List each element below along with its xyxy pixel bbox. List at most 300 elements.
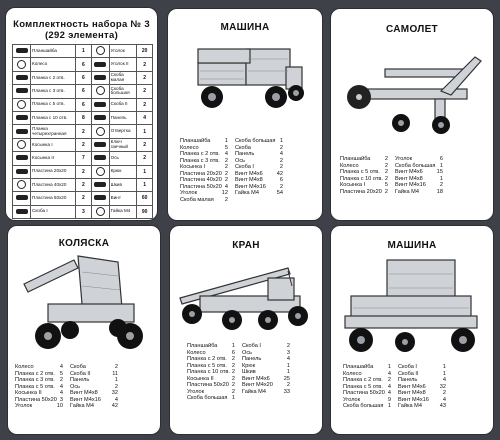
part-qty: 2	[384, 156, 388, 162]
part-qty: 2	[76, 165, 92, 178]
part-qty: 32	[111, 390, 118, 396]
part-qty: 6	[76, 98, 92, 111]
part-qty: 6	[279, 177, 283, 183]
part-qty: 2	[231, 375, 235, 382]
part-name: Винт	[109, 192, 137, 205]
part-qty: 6	[439, 156, 443, 162]
part-qty: 1	[442, 364, 446, 370]
part-qty: 11	[112, 370, 118, 377]
part-qty: 2	[279, 164, 283, 170]
part-icon-cell	[91, 205, 109, 218]
parts-column	[395, 156, 448, 195]
part-name: Панель	[70, 377, 90, 383]
part-name: Планка с 5 отв.	[340, 169, 380, 175]
part-qty: 2	[384, 188, 388, 195]
part-icon-cell	[13, 138, 31, 151]
parts-column	[180, 138, 233, 203]
part-qty: 2	[231, 382, 235, 388]
part-qty: 2	[76, 192, 92, 205]
part-qty: 43	[439, 403, 446, 409]
part-name: Планка с 2 отв.	[187, 356, 227, 362]
part-name: Винт М4x8	[395, 175, 423, 182]
part-qty: 1	[442, 370, 446, 377]
model-title: МАШИНА	[220, 22, 270, 33]
part-name: Скоба II	[398, 370, 419, 377]
set-title	[6, 19, 157, 41]
part-name: Скоба	[70, 364, 86, 370]
part-icon	[16, 88, 28, 93]
part-qty: 8	[76, 111, 92, 124]
part-qty: 3	[59, 396, 63, 403]
part-icon	[96, 167, 105, 176]
part-name: Винт М4x6	[395, 169, 423, 175]
part-icon-cell	[91, 71, 109, 84]
part-name: Пластина 40x20	[31, 178, 76, 191]
part-qty: 6	[231, 349, 235, 356]
part-name: Уголок	[109, 45, 137, 58]
part-name: Скоба большая	[187, 395, 228, 401]
part-name: Скоба II	[70, 370, 91, 377]
part-qty: 1	[439, 162, 443, 169]
part-qty: 2	[137, 152, 153, 165]
set-title-line2: (292 элемента)	[44, 30, 119, 41]
part-name: Скоба большая	[395, 162, 436, 169]
part-qty: 6	[76, 71, 92, 84]
parts-list	[180, 138, 288, 203]
part-name: Гайка М4	[242, 388, 266, 395]
part-icon-cell	[13, 165, 31, 178]
part-qty: 1	[114, 377, 118, 383]
part-name: Планшайба	[343, 364, 374, 370]
parts-table-row	[13, 58, 153, 71]
part-name: Скоба I	[242, 343, 261, 349]
part-icon-cell	[13, 111, 31, 124]
part-qty: 1	[231, 343, 235, 349]
part-name: Планка с 5 отв.	[31, 98, 76, 111]
crane-model-image	[170, 226, 322, 342]
parts-table-row	[13, 71, 153, 84]
part-name: Панель	[398, 377, 418, 383]
part-qty: 2	[137, 85, 153, 98]
part-name: Планка с 5 отв.	[343, 383, 383, 390]
parts-column	[343, 364, 396, 410]
part-qty: 4	[114, 396, 118, 403]
parts-table-row	[13, 205, 153, 218]
part-icon-cell	[91, 178, 109, 191]
part-icon	[94, 182, 106, 187]
model-title: МАШИНА	[387, 240, 437, 251]
parts-table-row	[13, 45, 153, 58]
stroller-model-image	[8, 226, 160, 362]
parts-table-row	[13, 85, 153, 98]
part-qty: 1	[231, 395, 235, 401]
part-name: Панель	[242, 356, 262, 362]
part-name: Косынка I	[340, 182, 366, 188]
part-qty: 2	[224, 196, 228, 203]
part-qty: 15	[436, 169, 443, 175]
part-qty: 2	[224, 170, 228, 177]
part-qty: 2	[114, 383, 118, 390]
part-qty: 1	[137, 125, 153, 138]
part-name: Скоба малая	[180, 196, 214, 203]
part-name: Гайка М4	[109, 205, 137, 218]
parts-list	[340, 156, 448, 195]
part-qty: 3	[286, 349, 290, 356]
part-qty: 3	[76, 205, 92, 218]
part-icon	[96, 207, 105, 216]
parts-column	[235, 138, 288, 203]
part-icon	[16, 195, 28, 200]
part-qty: 2	[286, 343, 290, 349]
part-name: Ось	[70, 383, 81, 390]
part-qty: 4	[59, 364, 63, 370]
part-name: Уголок	[187, 388, 205, 395]
part-qty: 2	[137, 71, 153, 84]
part-qty: 4	[224, 151, 228, 157]
part-icon	[96, 86, 105, 95]
part-icon-cell	[91, 98, 109, 111]
part-qty: 60	[137, 192, 153, 205]
part-name: Планка с 10 отв.	[31, 111, 76, 124]
part-qty: 4	[442, 396, 446, 403]
part-name: Ось	[109, 152, 137, 165]
part-name: Уголок	[395, 156, 413, 162]
part-icon-cell	[91, 45, 109, 58]
part-name: Скоба II	[109, 98, 137, 111]
part-qty: 2	[59, 377, 63, 383]
part-icon	[17, 60, 26, 69]
part-name: Ключ гаечный	[109, 138, 137, 151]
part-name: Панель	[109, 111, 137, 124]
parts-list	[343, 364, 451, 410]
part-qty: 4	[59, 390, 63, 396]
part-qty: 2	[224, 157, 228, 164]
part-name: Планка с 10 отв.	[340, 175, 383, 182]
truck-model-image	[331, 226, 493, 362]
part-name: Уголок	[15, 403, 33, 409]
part-qty: 4	[286, 356, 290, 362]
part-qty: 4	[387, 390, 391, 396]
part-qty: 5	[59, 370, 63, 377]
part-qty: 5	[384, 182, 388, 188]
part-qty: 1	[439, 175, 443, 182]
part-qty: 2	[279, 183, 283, 190]
part-name: Винт М4x16	[235, 183, 266, 190]
part-qty: 2	[76, 138, 92, 151]
part-qty: 2	[231, 362, 235, 369]
parts-list-item	[343, 403, 396, 410]
part-name: Пластина 50x20	[187, 382, 229, 388]
part-icon-cell	[13, 152, 31, 165]
part-qty: 4	[387, 370, 391, 377]
part-name: Винт М4x8	[235, 177, 263, 183]
part-qty: 2	[231, 356, 235, 362]
part-qty: 5	[224, 144, 228, 151]
part-name: Винт М4x8	[398, 390, 426, 396]
part-qty: 2	[384, 175, 388, 182]
parts-list-item	[398, 403, 451, 410]
parts-list-item	[70, 403, 123, 410]
part-icon-cell	[13, 125, 31, 138]
part-qty: 1	[224, 138, 228, 144]
parts-column	[340, 156, 393, 195]
part-name: Планка с 3 отв.	[15, 377, 55, 383]
part-icon	[96, 127, 105, 136]
part-qty: 2	[384, 169, 388, 175]
part-qty: 1	[279, 138, 283, 144]
part-name: Ось	[235, 157, 246, 164]
part-qty: 1	[76, 45, 92, 58]
part-name: Косынка II	[187, 375, 214, 382]
part-name: Планшайба	[340, 156, 371, 162]
part-name: Винт М4x8	[70, 390, 98, 396]
parts-list-item	[187, 395, 240, 402]
part-qty: 1	[286, 362, 290, 369]
part-qty: 2	[114, 364, 118, 370]
parts-list	[187, 343, 295, 402]
part-qty: 12	[221, 190, 228, 196]
part-name: Панель	[235, 151, 255, 157]
part-icon	[17, 140, 26, 149]
part-qty: 2	[286, 382, 290, 388]
parts-column	[187, 343, 240, 402]
parts-list-item	[235, 190, 288, 197]
part-qty: 2	[137, 98, 153, 111]
part-name: Планшайба	[187, 343, 218, 349]
part-qty: 4	[59, 383, 63, 390]
part-name: Уголок II	[109, 58, 137, 71]
part-icon	[16, 75, 28, 80]
parts-list-item	[15, 403, 68, 410]
part-name: Колесо	[15, 364, 34, 370]
part-qty: 1	[387, 364, 391, 370]
part-icon-cell	[13, 98, 31, 111]
part-qty: 2	[442, 390, 446, 396]
part-name: Винт М4x16	[70, 396, 101, 403]
part-qty: 10	[56, 403, 63, 409]
parts-table-row	[13, 138, 153, 151]
parts-list-item	[180, 197, 233, 204]
set-contents-card	[6, 8, 157, 220]
parts-table-row	[13, 152, 153, 165]
part-icon-cell	[13, 58, 31, 71]
part-qty: 4	[387, 383, 391, 390]
part-name: Косынка II	[15, 390, 42, 396]
part-name: Косынка I	[31, 138, 76, 151]
part-name: Крюк	[109, 165, 137, 178]
part-icon-cell	[13, 71, 31, 84]
parts-table-row	[13, 165, 153, 178]
part-icon	[17, 100, 26, 109]
part-icon	[16, 155, 28, 160]
part-name: Планка четырехгранная	[31, 125, 76, 138]
parts-column	[70, 364, 123, 410]
part-qty: 2	[279, 157, 283, 164]
part-qty: 2	[137, 138, 153, 151]
part-name: Косынка I	[180, 164, 206, 170]
parts-table-row	[13, 125, 153, 138]
part-name: Колесо	[187, 349, 206, 356]
part-icon-cell	[13, 45, 31, 58]
part-name: Пластина 20x20	[180, 170, 222, 177]
part-name: Винт М4x16	[395, 182, 426, 188]
part-name: Пластина 40x20	[180, 177, 222, 183]
part-name: Скоба большая	[235, 138, 276, 144]
part-name: Пластина 50x20	[180, 183, 222, 190]
model-card-car	[168, 9, 322, 220]
set-title-line1: Комплектность набора № 3	[13, 19, 150, 30]
parts-list-item	[395, 189, 448, 196]
part-icon-cell	[91, 125, 109, 138]
part-name: Отвертка	[109, 125, 137, 138]
part-qty: 42	[276, 170, 283, 177]
part-icon-cell	[13, 85, 31, 98]
part-name: Планка с 2 отв.	[15, 370, 55, 377]
part-qty: 2	[224, 177, 228, 183]
part-name: Колесо	[343, 370, 362, 377]
part-qty: 2	[76, 178, 92, 191]
part-name: Шкив	[242, 369, 256, 375]
parts-list-item	[242, 389, 295, 396]
part-name: Планка с 2 отв.	[180, 151, 220, 157]
part-name: Колесо	[180, 144, 199, 151]
part-qty: 1	[137, 165, 153, 178]
parts-table-row	[13, 178, 153, 191]
part-qty: 33	[283, 388, 290, 395]
part-icon	[94, 62, 106, 67]
part-name: Шкив	[109, 178, 137, 191]
part-name: Планка с 2 отв.	[31, 71, 76, 84]
part-name: Планка с 3 отв.	[180, 157, 220, 164]
parts-column	[15, 364, 68, 410]
part-qty: 2	[387, 377, 391, 383]
part-name: Гайка М4	[70, 403, 94, 409]
part-name: Планка с 5 отв.	[15, 383, 55, 390]
part-icon	[17, 180, 26, 189]
part-name: Скоба I	[398, 364, 417, 370]
part-name: Планка с 3 отв.	[31, 85, 76, 98]
part-icon	[16, 48, 28, 53]
part-name: Винт М4x16	[398, 396, 429, 403]
part-qty: 1	[387, 403, 391, 409]
part-icon	[16, 169, 28, 174]
part-icon-cell	[91, 192, 109, 205]
part-qty: 7	[76, 152, 92, 165]
part-qty: 2	[224, 164, 228, 170]
part-name: Гайка М4	[398, 403, 422, 409]
part-icon	[94, 102, 106, 107]
parts-table	[12, 44, 153, 219]
part-icon	[16, 209, 28, 214]
part-qty: 20	[137, 45, 153, 58]
part-icon-cell	[13, 178, 31, 191]
model-card-truck	[331, 226, 493, 434]
part-icon	[94, 115, 106, 120]
part-name: Скоба	[235, 144, 251, 151]
part-name: Планшайба	[31, 45, 76, 58]
part-qty: 1	[286, 369, 290, 375]
part-name: Винт М4x6	[235, 170, 263, 177]
part-qty: 2	[384, 162, 388, 169]
plane-model-image	[331, 9, 493, 154]
part-name: Гайка М4	[235, 190, 259, 196]
part-name: Пластина 50x20	[31, 192, 76, 205]
part-qty: 25	[283, 375, 290, 382]
part-qty: 2	[439, 182, 443, 188]
parts-list	[15, 364, 123, 410]
part-icon	[16, 129, 28, 134]
parts-column	[242, 343, 295, 402]
part-name: Скоба большая	[343, 403, 384, 409]
parts-table-row	[13, 98, 153, 111]
parts-column	[398, 364, 451, 410]
part-name: Планка с 10 отв.	[187, 369, 230, 375]
part-qty: 32	[439, 383, 446, 390]
part-qty: 1	[137, 178, 153, 191]
part-name: Скоба I	[235, 164, 254, 170]
part-icon-cell	[13, 192, 31, 205]
part-name: Скоба большая	[109, 85, 137, 98]
parts-list-item	[340, 189, 393, 196]
model-title: КОЛЯСКА	[58, 238, 110, 249]
part-icon	[94, 75, 106, 80]
part-icon	[94, 195, 106, 200]
part-name: Гайка М4	[395, 188, 419, 195]
part-name: Винт М4x6	[398, 383, 426, 390]
part-name: Планка с 5 отв.	[187, 362, 227, 369]
part-icon	[94, 142, 106, 147]
part-name: Скоба малая	[109, 71, 137, 84]
part-qty: 18	[436, 188, 443, 195]
part-icon	[96, 46, 105, 55]
part-name: Уголок	[343, 396, 361, 403]
part-name: Винт М4x6	[242, 375, 270, 382]
part-qty: 6	[76, 58, 92, 71]
part-name: Скоба I	[31, 205, 76, 218]
part-icon-cell	[91, 138, 109, 151]
model-title: КРАН	[232, 240, 260, 251]
part-icon-cell	[91, 58, 109, 71]
part-qty: 4	[137, 111, 153, 124]
model-card-crane	[170, 226, 322, 434]
model-title: САМОЛЕТ	[386, 24, 438, 35]
part-qty: 54	[276, 190, 283, 196]
part-icon-cell	[91, 152, 109, 165]
part-qty: 2	[231, 388, 235, 395]
model-card-plane	[331, 9, 493, 220]
part-icon	[94, 155, 106, 160]
part-qty: 2	[231, 369, 235, 375]
part-icon-cell	[13, 205, 31, 218]
part-qty: 2	[76, 125, 92, 138]
part-name: Винт М4x20	[242, 382, 273, 388]
part-name: Планка с 2 отв.	[343, 377, 383, 383]
parts-table-row	[13, 192, 153, 205]
part-qty: 42	[111, 403, 118, 409]
part-icon-cell	[91, 165, 109, 178]
part-icon-cell	[91, 85, 109, 98]
parts-table-row	[13, 111, 153, 124]
part-qty: 9	[387, 396, 391, 403]
car-model-image	[168, 9, 322, 139]
part-name: Колесо	[340, 162, 359, 169]
part-qty: 2	[137, 58, 153, 71]
part-name: Планшайба	[180, 138, 211, 144]
part-icon	[16, 115, 28, 120]
part-qty: 4	[442, 377, 446, 383]
part-qty: 2	[279, 144, 283, 151]
part-icon-cell	[91, 111, 109, 124]
